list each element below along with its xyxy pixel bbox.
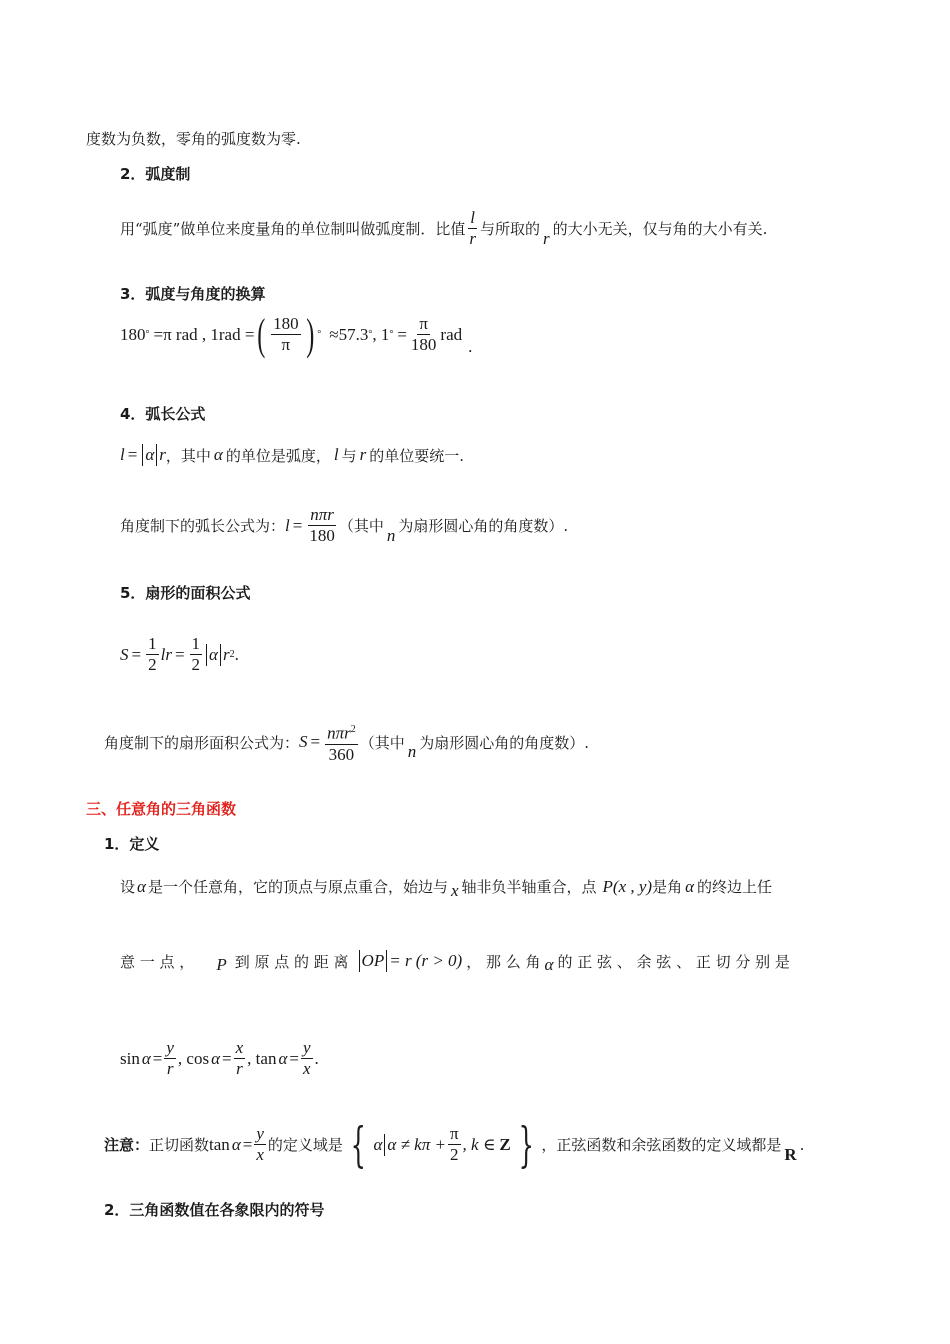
frac-180-over-pi — [271, 314, 301, 355]
degree-sign: ° — [368, 329, 373, 340]
frac-npir2-over-360 — [325, 720, 358, 765]
set-Z: Z — [499, 1134, 511, 1154]
text: ， 那 么 角 — [466, 952, 541, 971]
abs-bar — [206, 644, 207, 666]
set-alpha: α — [373, 1134, 383, 1154]
text: ，正弦函数和余弦函数的定义域都是 — [541, 1136, 782, 1154]
text: 的单位是弧度， — [225, 446, 331, 465]
degree-sign: ° — [389, 329, 394, 340]
f: l — [120, 445, 125, 464]
f: . — [468, 336, 473, 356]
left-paren: ( — [257, 309, 266, 359]
frac-num — [325, 720, 358, 745]
text: 的定义域是 — [267, 1136, 343, 1154]
R: R — [784, 1144, 797, 1164]
right-paren: ) — [305, 309, 314, 359]
frac-num: π — [449, 1124, 459, 1143]
frac-den: 2 — [148, 655, 157, 674]
degree-sign: ° — [317, 329, 322, 340]
frac-num: nπr — [310, 505, 334, 524]
tan: , tan — [247, 1048, 277, 1068]
alpha: α — [213, 445, 223, 464]
f: lr — [160, 644, 172, 664]
frac-num: l — [470, 208, 476, 227]
frac-num: π — [419, 314, 428, 333]
frac-half — [146, 634, 159, 675]
f: r — [159, 445, 166, 464]
abs-bar — [156, 444, 157, 466]
frac-num: y — [166, 1038, 174, 1057]
text: 意 一 点 ， — [120, 952, 195, 971]
text: 的大小无关，仅与角的大小有关. — [552, 220, 768, 238]
sector-area-formula — [120, 634, 239, 675]
frac-x-over-r — [234, 1038, 246, 1079]
text: 是角 — [652, 878, 683, 896]
alpha: α — [231, 1134, 241, 1154]
f: = — [131, 644, 142, 664]
text: （其中 — [338, 517, 384, 535]
text: 角度制下的扇形面积公式为： — [104, 733, 300, 752]
frac-den: 2 — [449, 1145, 459, 1164]
arc-length-degree-formula — [120, 505, 568, 546]
text: 为扇形圆心角的角度数）. — [398, 517, 569, 535]
f: r — [222, 644, 230, 664]
text: ，其中 — [165, 446, 211, 465]
frac-pi-over-180 — [409, 314, 439, 355]
f: =π rad , 1rad = — [153, 324, 255, 344]
x: x — [450, 880, 459, 900]
abs-bar — [142, 444, 143, 466]
arc-length-formula — [120, 444, 464, 466]
left-brace: { — [350, 1116, 366, 1173]
frac-den: 180 — [309, 526, 335, 545]
heading-conversion: 3．弧度与角度的换算 — [120, 285, 266, 303]
frac-y-over-x — [301, 1038, 313, 1079]
degree-sign: ° — [145, 329, 150, 340]
set-k: , k ∈ — [462, 1134, 496, 1154]
text: . — [799, 1135, 805, 1154]
frac-den: r — [469, 229, 476, 248]
eq: = — [289, 1048, 299, 1068]
heading-trig-functions: 三、任意角的三角函数 — [86, 800, 237, 818]
sin: sin — [120, 1048, 140, 1068]
heading-arc-length: 4．弧长公式 — [120, 405, 206, 423]
text: 与所取的 — [479, 220, 540, 238]
frac-den: x — [302, 1059, 311, 1078]
set-cond: α ≠ kπ + — [387, 1134, 446, 1154]
alpha: α — [544, 955, 554, 974]
text: 轴非负半轴重合，点 — [461, 878, 597, 896]
frac-num: y — [256, 1124, 264, 1143]
f: nπr — [327, 723, 351, 743]
text: 与 — [341, 446, 357, 465]
f: S — [120, 644, 129, 664]
note-label: 注意： — [104, 1136, 150, 1154]
P-xy: (x , y) — [612, 876, 653, 896]
frac-den: 2 — [191, 655, 201, 674]
text: 的终边上任 — [697, 878, 773, 896]
frac-num: 1 — [148, 634, 157, 653]
text: （其中 — [359, 733, 405, 752]
text: 用“弧度”做单位来度量角的单位制叫做弧度制．比值 — [120, 220, 466, 238]
frac-den: x — [256, 1145, 264, 1164]
eq: = r (r > 0) — [389, 951, 463, 970]
frac-den: r — [166, 1059, 174, 1078]
f: l — [285, 515, 290, 535]
text: 的 正 弦 、 余 弦 、 正 切 分 别 是 — [557, 952, 790, 971]
P: P — [602, 876, 613, 896]
eq: = — [152, 1048, 163, 1068]
abs-bar — [220, 644, 221, 666]
frac-half — [190, 634, 203, 675]
alpha: α — [685, 876, 695, 896]
f: = — [310, 732, 321, 752]
tan: tan — [209, 1134, 230, 1154]
frac-npir-over-180 — [307, 505, 337, 546]
heading-quadrant-signs: 2．三角函数值在各象限内的符号 — [104, 1201, 325, 1219]
f: = — [397, 324, 407, 344]
text: 为扇形圆心角的角度数）. — [419, 733, 590, 752]
frac-num: 180 — [273, 314, 299, 333]
frac-y-over-r — [164, 1038, 176, 1079]
f: α — [209, 644, 218, 664]
end: . — [314, 1048, 319, 1068]
definition-line-1 — [120, 876, 773, 900]
f: rad — [440, 324, 463, 344]
abs-bar — [386, 950, 387, 972]
abs-bar — [359, 950, 360, 972]
conversion-formula — [120, 309, 473, 359]
text: 设 — [120, 878, 136, 896]
f: , 1 — [372, 324, 390, 344]
trig-definitions — [120, 1038, 319, 1079]
f: 2 — [350, 724, 356, 735]
frac-den: 360 — [328, 744, 355, 764]
frac-den: π — [281, 335, 291, 354]
frac-pi-over-2 — [448, 1124, 461, 1165]
OP: OP — [361, 951, 385, 970]
frac-den: 180 — [410, 335, 437, 354]
ratio-l-over-r — [467, 208, 478, 249]
text: 角度制下的弧长公式为： — [120, 517, 286, 535]
radian-definition — [120, 208, 767, 249]
right-brace: } — [518, 1116, 534, 1173]
text: 正切函数 — [149, 1136, 210, 1154]
P: P — [216, 955, 227, 974]
f: 2 — [229, 649, 235, 660]
n: n — [407, 742, 417, 762]
frac-num: 1 — [191, 634, 201, 653]
text: 是一个任意角，它的顶点与原点重合，始边与 — [147, 878, 448, 896]
heading-definition: 1．定义 — [104, 835, 160, 853]
f: α — [145, 445, 155, 464]
cos: , cos — [177, 1048, 210, 1068]
f: = — [127, 445, 138, 464]
sector-area-degree-formula — [104, 720, 589, 765]
alpha: α — [141, 1048, 151, 1068]
f: ≈57.3 — [329, 324, 369, 344]
f: = — [174, 644, 185, 664]
note-domain — [104, 1116, 805, 1173]
intro-line: 度数为负数，零角的弧度数为零. — [86, 130, 301, 148]
eq: = — [242, 1134, 253, 1154]
text: 到 原 点 的 距 离 — [234, 952, 349, 971]
f: 180 — [120, 324, 146, 344]
var-r: r — [542, 228, 550, 248]
l: l — [333, 445, 339, 464]
alpha: α — [211, 1048, 221, 1068]
r: r — [359, 445, 367, 464]
heading-sector-area: 5．扇形的面积公式 — [120, 584, 251, 602]
eq: = — [222, 1048, 232, 1068]
text: 的单位要统一. — [369, 446, 465, 465]
frac-den: r — [236, 1059, 243, 1078]
frac-num: x — [235, 1038, 244, 1057]
alpha: α — [137, 876, 146, 896]
frac-num: y — [302, 1038, 311, 1057]
f: = — [292, 515, 303, 535]
f: . — [234, 644, 239, 664]
heading-radian-system: 2．弧度制 — [120, 165, 191, 183]
n: n — [386, 525, 396, 545]
set-bar — [384, 1134, 385, 1156]
alpha: α — [278, 1048, 288, 1068]
frac-y-over-x — [254, 1124, 266, 1165]
f: S — [299, 732, 308, 752]
definition-line-2 — [120, 950, 790, 972]
